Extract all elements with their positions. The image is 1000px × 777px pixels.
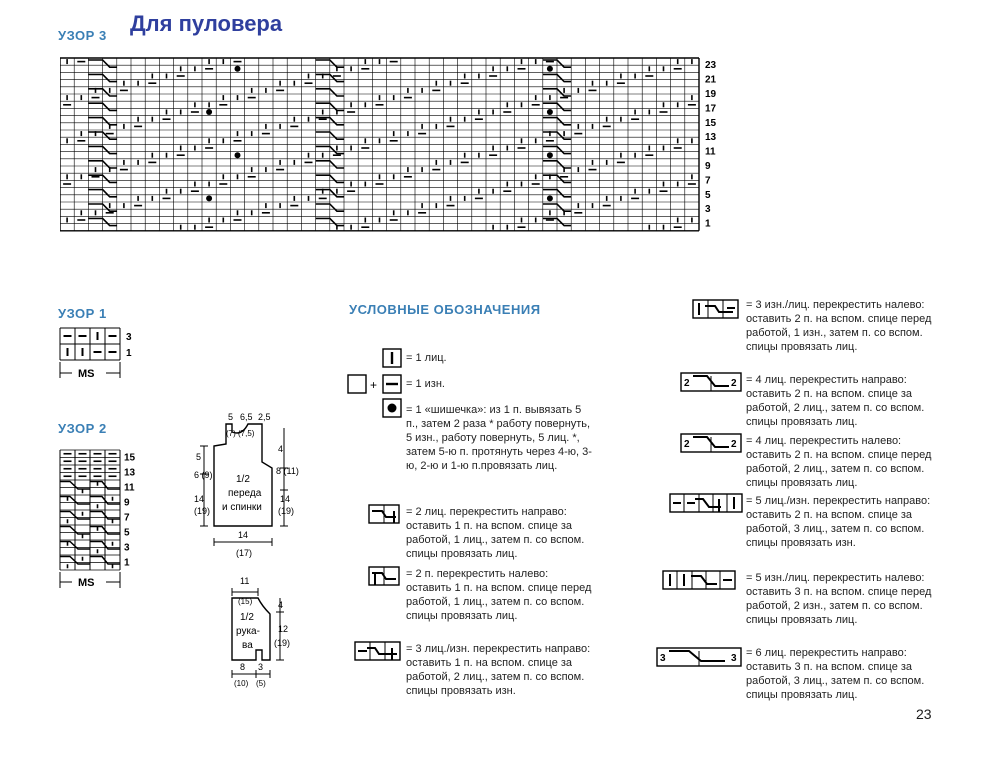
pattern2-ms-label: MS: [78, 577, 95, 589]
legend-item-4-right: = 4 лиц. перекрестить направо: оставить 2 п. на вспом. спице за работой, 2 лиц., затем п. со вспом. спицы провязать лиц.: [746, 374, 925, 428]
pattern1-row-number: 1: [126, 348, 132, 359]
body-bottom-label-alt: (17): [236, 548, 253, 558]
legend-item-2-left: = 2 п. перекрестить налево: оставить 1 п. на вспом. спице перед работой, 1 лиц., затем п. со вспом. спицы провязать лиц.: [406, 568, 592, 622]
body-left-label: (19): [194, 506, 211, 516]
legend-symbols-right: [655, 296, 745, 668]
pattern3-row-number: 9: [705, 161, 711, 172]
pattern3-label: УЗОР 3: [58, 28, 107, 43]
sleeve-bottom-label: 3: [258, 662, 264, 672]
sleeve-top-label-alt: (15): [238, 597, 253, 606]
pattern1-label: УЗОР 1: [58, 306, 107, 321]
legend-symbol-number: 2: [684, 378, 690, 389]
legend-item-4-left: = 4 лиц. перекрестить налево: оставить 2 п. на вспом. спице перед работой, 2 лиц., затем п. со вспом. спицы провязать лиц.: [746, 435, 932, 489]
sleeve-right-label: 4: [278, 600, 284, 610]
legend-item-3-left: = 3 изн./лиц. перекрестить налево: оставить 2 п. на вспом. спице перед работой, 1 изн., затем п. со вспом. спицы провязать лиц.: [746, 299, 932, 353]
body-center-text: переда: [228, 488, 262, 499]
sleeve-right-label: (19): [274, 638, 291, 648]
legend-item-3-right: = 3 лиц./изн. перекрестить направо: оставить 1 п. на вспом. спице за работой, 2 лиц., затем п. со вспом. спицы провязать изн.: [406, 643, 591, 697]
sleeve-center-text: рука-: [236, 626, 260, 637]
legend-plus: +: [370, 378, 378, 392]
legend-item-2-right: = 2 лиц. перекрестить направо: оставить 1 п. на вспом. спице за работой, 1 лиц., затем п. со вспом. спицы провязать лиц.: [406, 506, 585, 560]
body-center-text: 1/2: [236, 474, 250, 485]
legend-item-5-left: = 5 изн./лиц. перекрестить налево: оставить 3 п. на вспом. спице перед работой, 2 изн., затем п. со вспом. спицы провязать лиц.: [746, 572, 932, 626]
legend-symbol-number: 2: [684, 439, 690, 450]
pattern3-row-number: 15: [705, 117, 717, 129]
legend-item-bobble: = 1 «шишечка»: из 1 п. вывязать 5 п., затем 2 раза * работу повернуть, 5 изн., работу повернуть, 5 лиц. *, затем 5-ю п. протянуть через 4-ю, 3-ю, 2-ю и 1-ю п.провязать лиц.: [406, 404, 592, 472]
body-right-label: (19): [278, 506, 295, 516]
legend-title: УСЛОВНЫЕ ОБОЗНАЧЕНИЯ: [349, 302, 541, 317]
pattern2-label: УЗОР 2: [58, 421, 107, 436]
pattern2-row-number: 1: [124, 557, 130, 569]
pattern3-row-number: 19: [705, 89, 717, 100]
body-top-label: 6,5: [240, 412, 253, 422]
page-number: 23: [916, 706, 932, 722]
body-left-label: 5: [196, 452, 202, 462]
pattern2-chart: [58, 448, 148, 596]
body-right-label: 14: [280, 494, 291, 504]
sleeve-bottom-label: 8: [240, 662, 246, 672]
sleeve-bottom-label-alt: (5): [256, 679, 266, 688]
page-title: Для пуловера: [130, 11, 283, 36]
body-top-label: 2,5: [258, 412, 271, 422]
sleeve-right-label: 12: [278, 624, 289, 634]
pattern3-row-number: 23: [705, 60, 717, 72]
body-schematic: [192, 408, 312, 568]
body-top-label-alt: (7): [226, 429, 236, 438]
legend-symbol-number: 2: [731, 439, 737, 450]
body-top-label-alt: (7,5): [238, 429, 255, 438]
pattern3-row-number: 3: [705, 204, 711, 216]
legend-symbols-left: [345, 345, 415, 685]
pattern3-row-number: 17: [705, 103, 717, 115]
legend-item-knit: = 1 лиц.: [406, 352, 447, 364]
sleeve-top-label: 11: [240, 576, 250, 586]
pattern1-chart: [58, 326, 148, 386]
legend-symbol-number: 3: [731, 653, 737, 664]
pattern3-row-number: 7: [705, 175, 711, 187]
sleeve-bottom-label-alt: (10): [234, 679, 249, 688]
pattern2-row-number: 9: [124, 497, 130, 509]
pattern2-row-number: 11: [124, 482, 135, 494]
pattern2-row-number: 13: [124, 467, 136, 479]
legend-item-5-right: = 5 лиц./изн. перекрестить направо: оставить 2 п. на вспом. спице за работой, 3 лиц., затем п. со вспом. спицы провязать изн.: [746, 495, 931, 549]
body-top-label: 5: [228, 412, 234, 422]
pattern3-row-number: 13: [705, 132, 717, 144]
body-right-label: 8 (11): [276, 466, 299, 476]
pattern3-row-number: 1: [705, 218, 711, 230]
pattern3-row-number: 11: [705, 146, 716, 158]
pattern2-row-number: 7: [124, 512, 130, 524]
legend-item-purl: = 1 изн.: [406, 378, 445, 390]
legend-symbol-number: 2: [731, 378, 737, 389]
body-right-label: 4: [278, 444, 284, 454]
body-left-label: 14: [194, 494, 205, 504]
pattern2-row-number: 3: [124, 542, 130, 554]
legend-item-6-right: = 6 лиц. перекрестить направо: оставить 3 п. на вспом. спице за работой, 3 лиц., затем п. со вспом. спицы провязать лиц.: [746, 647, 925, 701]
sleeve-center-text: 1/2: [240, 612, 254, 623]
pattern3-row-number: 5: [705, 189, 711, 201]
pattern3-chart: [60, 56, 740, 236]
sleeve-schematic: [210, 574, 300, 692]
body-left-label: 6 (9): [194, 470, 213, 480]
pattern1-ms-label: MS: [78, 368, 95, 380]
body-bottom-label: 14: [238, 530, 249, 540]
body-center-text: и спинки: [222, 502, 262, 513]
sleeve-center-text: ва: [242, 640, 253, 651]
pattern1-row-number: 3: [126, 332, 132, 343]
pattern2-row-number: 15: [124, 452, 136, 464]
pattern3-row-number: 21: [705, 74, 717, 86]
legend-symbol-number: 3: [660, 653, 666, 664]
pattern2-row-number: 5: [124, 527, 130, 539]
